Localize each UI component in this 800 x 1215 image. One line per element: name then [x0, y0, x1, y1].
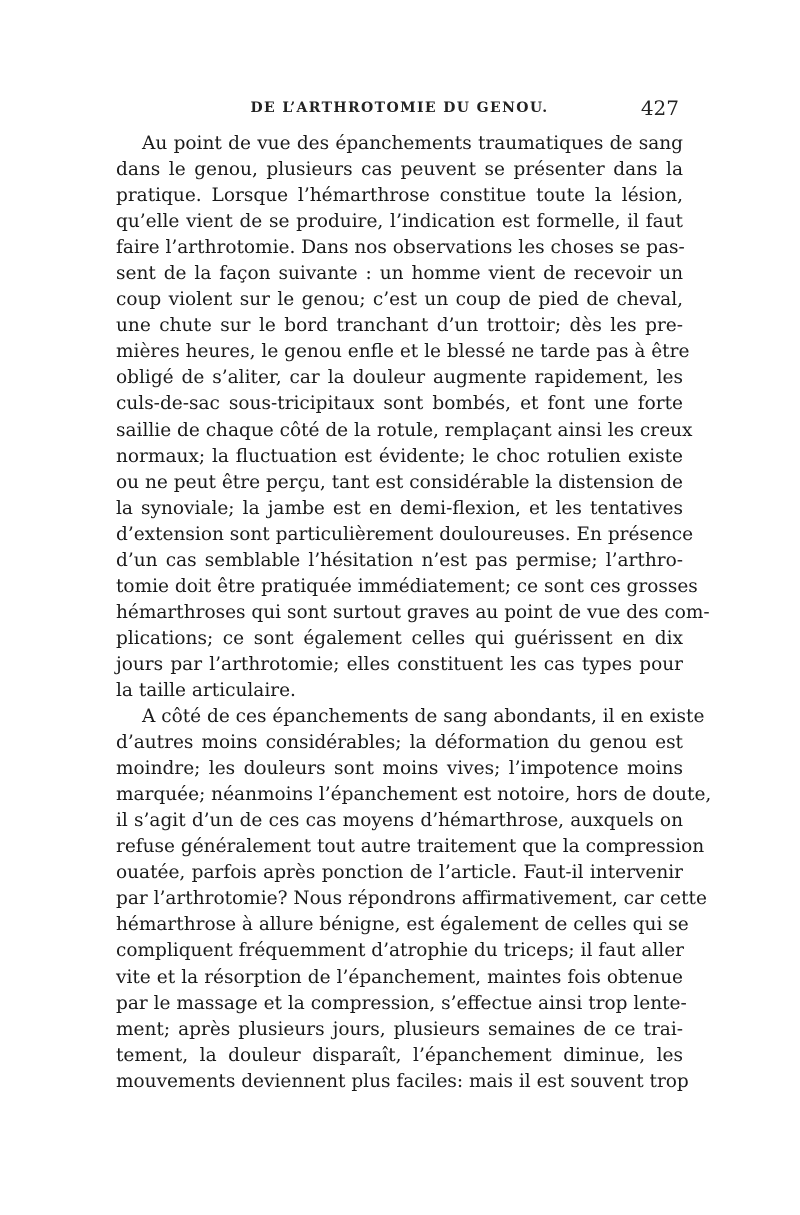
text-line: pratique. Lorsque l’hémarthrose constitue toute la lésion, [116, 185, 683, 207]
text-line: tomie doit être pratiquée immédiatement; ce sont ces grosses [116, 575, 698, 597]
text-line: Au point de vue des épanchements traumatiques de sang [142, 133, 683, 154]
text-line: ou ne peut être perçu, tant est considérable la distension de [116, 471, 683, 493]
text-line: d’extension sont particulièrement douloureuses. En présence [116, 523, 694, 545]
page-number: 427 [640, 96, 679, 120]
text-line: coup violent sur le genou; c’est un coup de pied de cheval, [116, 289, 683, 311]
text-line: mouvements deviennent plus faciles: mais il est souvent trop [116, 1070, 689, 1092]
text-line: mières heures, le genou enfle et le blessé ne tarde pas à être [116, 341, 690, 363]
text-line: d’autres moins considérables; la déformation du genou est [116, 732, 683, 754]
text-line: culs-de-sac sous-tricipitaux sont bombés, et font une forte [116, 393, 683, 415]
text-line: A côté de ces épanchements de sang abondants, il en existe [142, 706, 705, 728]
text-line: refuse généralement tout autre traitement que la compression [116, 836, 705, 858]
text-line: normaux; la fluctuation est évidente; le choc rotulien existe [116, 445, 683, 467]
text-line: vite et la résorption de l’épanchement, maintes fois obtenue [116, 966, 683, 988]
text-line: hémarthroses qui sont surtout graves au point de vue des com- [116, 601, 710, 623]
text-line: hémarthrose à allure bénigne, est également de celles qui se [116, 914, 689, 936]
text-line: par l’arthrotomie? Nous répondrons affirmativement, car cette [116, 888, 707, 910]
running-head [116, 94, 683, 122]
running-title: DE L’ARTHROTOMIE DU GENOU. [250, 100, 549, 116]
text-line: ouatée, parfois après ponction de l’article. Faut-il intervenir [116, 862, 683, 884]
text-line: obligé de s’aliter, car la douleur augmente rapidement, les [116, 367, 683, 389]
body-text [116, 131, 712, 1095]
text-line: marquée; néanmoins l’épanchement est notoire, hors de doute, [116, 784, 712, 806]
text-line: la taille articulaire. [116, 679, 296, 701]
text-line: il s’agit d’un de ces cas moyens d’hémarthrose, auxquels on [116, 810, 683, 832]
text-line: dans le genou, plusieurs cas peuvent se présenter dans la [116, 159, 683, 181]
text-line: saillie de chaque côté de la rotule, remplaçant ainsi les creux [116, 419, 693, 441]
text-line: qu’elle vient de se produire, l’indication est formelle, il faut [116, 211, 683, 233]
text-line: d’un cas semblable l’hésitation n’est pas permise; l’arthro- [116, 549, 683, 571]
text-line: plications; ce sont également celles qui guérissent en dix [116, 627, 683, 649]
text-line: par le massage et la compression, s’effectue ainsi trop lente- [116, 992, 687, 1014]
text-line: une chute sur le bord tranchant d’un trottoir; dès les pre- [116, 315, 683, 337]
text-line: compliquent fréquemment d’atrophie du triceps; il faut aller [116, 940, 684, 962]
text-line: tement, la douleur disparaît, l’épanchement diminue, les [116, 1044, 683, 1066]
text-line: la synoviale; la jambe est en demi-flexion, et les tentatives [116, 497, 683, 519]
text-line: faire l’arthrotomie. Dans nos observations les choses se pas- [116, 237, 685, 259]
text-line: moindre; les douleurs sont moins vives; l’impotence moins [116, 758, 683, 780]
text-line: sent de la façon suivante : un homme vient de recevoir un [116, 263, 683, 285]
text-line: jours par l’arthrotomie; elles constituent les cas types pour [116, 653, 683, 675]
text-line: ment; après plusieurs jours, plusieurs semaines de ce trai- [116, 1018, 683, 1040]
